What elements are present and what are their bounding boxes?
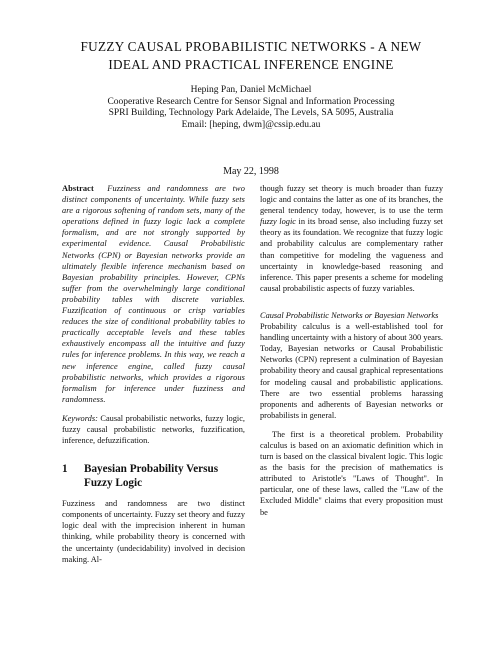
abstract-label: Abstract: [62, 184, 94, 193]
section-heading: [62, 462, 245, 490]
paragraph-1-b: in its broad sense, also including fuzzy set theory as its foundation. We recognize that fuzzy logic and probability calculus are complementary rather than competitive for modeling the vagueness and uncertainty in knowledge-based reasoning and inference. This paper presents a scheme for modeling causal probabilistic aspects of fuzzy variables.: [260, 217, 443, 293]
abstract-text: Fuzziness and randomness are two distinct components of uncertainty. While fuzzy sets are a rigorous softening of random sets, many of the operations defined in fuzzy logic lack a complete formalism, and are not strongly supported by experimental evidence. Causal Probabilistic Networks (CPN) or Bayesian networks provide an ultimately flexible inference mechanism based on Bayesian probability principles. However, CPNs suffer from the overwhelmingly large conditional probability tables with discrete variables. Fuzzification of continuous or crisp variables reduces the size of conditional probability tables to practically acceptable levels and these tables exhaustively encompass all the intuitive and fuzzy rules for inference problems. In this way, we reach a new inference engine, called fuzzy causal probabilistic networks, which provides a rigorous formalism for inference under fuzziness and randomness.: [62, 184, 245, 404]
author-block: [0, 85, 502, 131]
paragraph-3: The first is a theoretical problem. Probability calculus is based on an axiomatic definition which in turn is based on the classical bivalent logic. This logic as the basis for the precision of mathematics is attributed to Aristotle's "Laws of Thought". In particular, one of these laws, called the "Law of the Excluded Middle" claims that every proposition must be: [260, 429, 443, 517]
right-column: [260, 183, 443, 518]
paragraph-1-a: though fuzzy set theory is much broader than fuzzy logic and contains the latter as one of its branches, the general tendency today, however, is to use the term: [260, 184, 443, 216]
affiliation-line-2: SPRI Building, Technology Park Adelaide, The Levels, SA 5095, Australia: [108, 108, 394, 119]
title-line-2: IDEAL AND PRACTICAL INFERENCE ENGINE: [108, 57, 394, 72]
subheading: Causal Probabilistic Networks or Bayesian Networks: [260, 310, 439, 320]
paper-title: [0, 38, 502, 74]
paragraph-2: Probability calculus is a well-established tool for handling uncertainty with a history of about 300 years. Today, Bayesian networks or Causal Probabilistic Networks (CPN) represent a culmination of Bayesian probability theory and causal graphical representations for modeling causal and probabilistic applications. There are two essential problems harassing proponents and adherents of Bayesian networks or probabilists in general.: [260, 322, 443, 420]
section-number: 1: [62, 463, 68, 476]
paragraph-1: [260, 183, 443, 294]
keywords-text: Causal probabilistic networks, fuzzy logic, fuzzy causal probabilistic networks, fuzzification, inference, defuzzification.: [62, 413, 245, 446]
date: May 22, 1998: [223, 166, 279, 177]
paragraph-1-emphasis: fuzzy logic: [260, 217, 296, 227]
abstract: [62, 183, 245, 405]
section-paragraph: Fuzziness and randomness are two distinct components of uncertainty. Fuzzy set theory and fuzzy logic deal with the imprecision inherent in human thinking, while probability theory is concerned with the uncertainty (undecidability) involved in decision making. Al-: [62, 499, 245, 564]
email: Email: [heping, dwm]@cssip.edu.au: [181, 119, 321, 130]
keywords-label: Keywords:: [62, 413, 98, 423]
section-title: Bayesian Probability Versus Fuzzy Logic: [84, 463, 219, 490]
left-column: [62, 183, 245, 565]
affiliation-line-1: Cooperative Research Centre for Sensor Signal and Information Processing: [107, 96, 395, 107]
keywords: [62, 413, 245, 446]
title-line-1: FUZZY CAUSAL PROBABILISTIC NETWORKS - A NEW: [80, 39, 422, 54]
authors: Heping Pan, Daniel McMichael: [190, 85, 312, 95]
